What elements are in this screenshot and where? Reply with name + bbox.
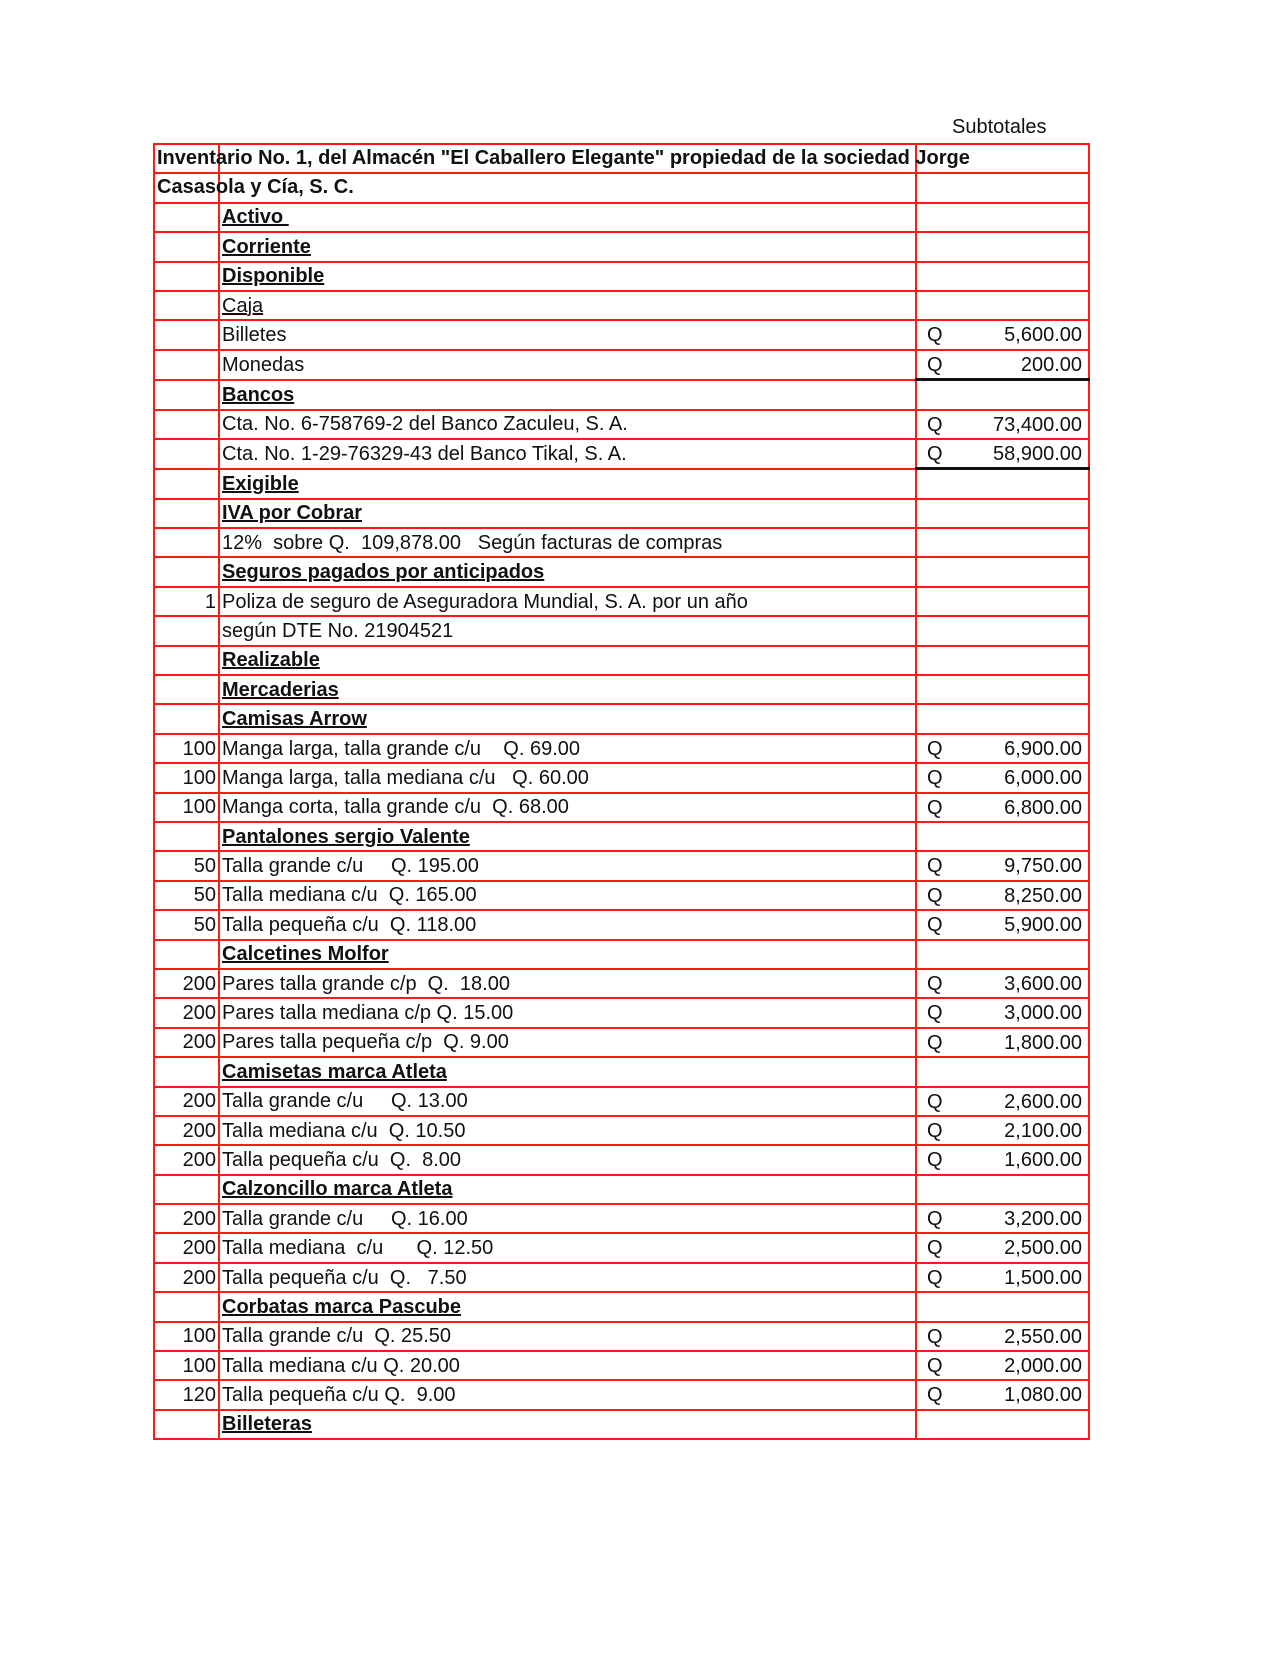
quantity-cell[interactable] xyxy=(154,203,219,232)
subtotal-cell[interactable] xyxy=(916,822,1089,851)
currency-symbol: Q xyxy=(927,1031,943,1054)
quantity-cell[interactable]: 200 xyxy=(154,1145,219,1174)
subtotal-cell[interactable] xyxy=(916,734,1089,763)
section-heading: Disponible xyxy=(222,265,325,288)
subtotal-cell[interactable] xyxy=(916,232,1089,261)
subtotal-amount: 3,600.00 xyxy=(1004,972,1082,995)
table-row xyxy=(154,704,1089,733)
description-cell[interactable] xyxy=(219,851,916,880)
quantity-cell[interactable] xyxy=(154,320,219,349)
description-cell[interactable] xyxy=(219,675,916,704)
table-row xyxy=(154,1057,1089,1086)
description-cell[interactable] xyxy=(219,1292,916,1321)
section-heading: Corriente xyxy=(222,235,311,258)
section-heading: IVA por Cobrar xyxy=(222,502,363,525)
table-row xyxy=(154,587,1089,616)
description-text: Billetes xyxy=(222,324,287,347)
description-cell[interactable] xyxy=(219,910,916,939)
description-text: Talla mediana c/u Q. 20.00 xyxy=(222,1354,460,1377)
subtotal-cell[interactable] xyxy=(916,291,1089,320)
quantity-cell[interactable]: 200 xyxy=(154,969,219,998)
subtotal-amount: 2,100.00 xyxy=(1004,1119,1082,1142)
inventory-title-line-2: Casasola y Cía, S. C. xyxy=(157,176,354,199)
currency-symbol: Q xyxy=(927,413,943,436)
title-cell-amount[interactable] xyxy=(916,173,1089,202)
table-row xyxy=(154,675,1089,704)
description-cell[interactable] xyxy=(219,1351,916,1380)
table-row xyxy=(154,203,1089,232)
quantity-cell[interactable] xyxy=(154,704,219,733)
quantity-cell[interactable] xyxy=(154,439,219,469)
table-row xyxy=(154,439,1089,469)
description-cell[interactable] xyxy=(219,350,916,380)
table-row xyxy=(154,969,1089,998)
description-text: Cta. No. 1-29-76329-43 del Banco Tikal, S. A. xyxy=(222,442,627,465)
quantity-cell[interactable] xyxy=(154,1410,219,1439)
subtotal-cell[interactable] xyxy=(916,262,1089,291)
subtotal-amount: 1,800.00 xyxy=(1004,1031,1082,1054)
subtotal-cell[interactable] xyxy=(916,1057,1089,1086)
description-cell[interactable] xyxy=(219,1116,916,1145)
table-row xyxy=(154,881,1089,910)
table-row xyxy=(154,763,1089,792)
subtotal-cell[interactable] xyxy=(916,1175,1089,1204)
description-cell[interactable] xyxy=(219,499,916,528)
quantity-cell[interactable] xyxy=(154,232,219,261)
description-text: Cta. No. 6-758769-2 del Banco Zaculeu, S. A. xyxy=(222,413,628,436)
currency-symbol: Q xyxy=(927,1266,943,1289)
description-cell[interactable] xyxy=(219,410,916,439)
currency-symbol: Q xyxy=(927,884,943,907)
table-row xyxy=(154,910,1089,939)
section-heading: Corbatas marca Pascube xyxy=(222,1295,462,1318)
currency-symbol: Q xyxy=(927,855,943,878)
table-row xyxy=(154,232,1089,261)
description-cell[interactable] xyxy=(219,734,916,763)
currency-symbol: Q xyxy=(927,1208,943,1231)
subtotal-amount: 9,750.00 xyxy=(1004,855,1082,878)
description-text: Talla pequeña c/u Q. 7.50 xyxy=(222,1266,467,1289)
subtotal-cell[interactable] xyxy=(916,998,1089,1027)
quantity-cell[interactable] xyxy=(154,557,219,586)
subtotal-cell[interactable] xyxy=(916,763,1089,792)
subtotal-amount: 2,550.00 xyxy=(1004,1325,1082,1348)
table-row xyxy=(154,1351,1089,1380)
currency-symbol: Q xyxy=(927,1384,943,1407)
subtotal-cell[interactable] xyxy=(916,1322,1089,1351)
table-row xyxy=(154,1175,1089,1204)
quantity-cell[interactable] xyxy=(154,528,219,557)
description-cell[interactable] xyxy=(219,232,916,261)
table-row xyxy=(154,528,1089,557)
table-row xyxy=(154,998,1089,1027)
table-row xyxy=(154,616,1089,645)
quantity-cell[interactable]: 100 xyxy=(154,763,219,792)
subtotal-amount: 3,000.00 xyxy=(1004,1002,1082,1025)
quantity-cell[interactable]: 200 xyxy=(154,998,219,1027)
description-cell[interactable] xyxy=(219,763,916,792)
section-heading: Mercaderias xyxy=(222,678,339,701)
table-row xyxy=(154,320,1089,349)
subtotal-cell[interactable] xyxy=(916,499,1089,528)
quantity-cell[interactable]: 100 xyxy=(154,1322,219,1351)
table-row xyxy=(154,1233,1089,1262)
title-cell-qty[interactable] xyxy=(154,144,970,173)
currency-symbol: Q xyxy=(927,914,943,937)
table-row xyxy=(154,734,1089,763)
subtotal-cell[interactable] xyxy=(916,881,1089,910)
table-row xyxy=(154,1116,1089,1145)
subtotal-amount: 1,500.00 xyxy=(1004,1266,1082,1289)
description-cell[interactable] xyxy=(219,1410,916,1439)
subtotal-cell[interactable] xyxy=(916,1087,1089,1116)
description-text: Monedas xyxy=(222,353,305,376)
section-heading: Activo xyxy=(222,206,289,229)
table-row xyxy=(154,350,1089,380)
subtotal-cell[interactable] xyxy=(916,320,1089,349)
description-text: Caja xyxy=(222,294,264,317)
subtotal-cell[interactable] xyxy=(916,1292,1089,1321)
table-row xyxy=(154,262,1089,291)
description-cell[interactable] xyxy=(219,1380,916,1409)
subtotal-cell[interactable] xyxy=(916,350,1089,380)
description-text: Pares talla mediana c/p Q. 15.00 xyxy=(222,1002,514,1025)
quantity-cell[interactable]: 200 xyxy=(154,1233,219,1262)
subtotal-cell[interactable] xyxy=(916,675,1089,704)
subtotal-cell[interactable] xyxy=(916,851,1089,880)
description-cell[interactable] xyxy=(219,1322,916,1351)
subtotal-cell[interactable] xyxy=(916,1116,1089,1145)
description-text: Pares talla grande c/p Q. 18.00 xyxy=(222,972,510,995)
quantity-cell[interactable]: 200 xyxy=(154,1028,219,1057)
table-row xyxy=(154,410,1089,439)
description-cell[interactable] xyxy=(219,793,916,822)
subtotal-cell[interactable] xyxy=(916,469,1089,499)
description-text: según DTE No. 21904521 xyxy=(222,619,454,642)
description-cell[interactable] xyxy=(219,1233,916,1262)
quantity-cell[interactable]: 100 xyxy=(154,734,219,763)
quantity-cell[interactable]: 120 xyxy=(154,1380,219,1409)
table-row xyxy=(154,469,1089,499)
description-cell[interactable] xyxy=(219,557,916,586)
subtotal-amount: 2,500.00 xyxy=(1004,1237,1082,1260)
quantity-cell[interactable] xyxy=(154,1057,219,1086)
subtotal-amount: 5,600.00 xyxy=(1004,324,1082,347)
description-cell[interactable] xyxy=(219,380,916,410)
description-cell[interactable] xyxy=(219,998,916,1027)
inventory-table-body xyxy=(154,144,1089,1439)
description-text: Poliza de seguro de Aseguradora Mundial, S. A. por un año xyxy=(222,590,748,613)
description-cell[interactable] xyxy=(219,320,916,349)
table-row xyxy=(154,1204,1089,1233)
currency-symbol: Q xyxy=(927,1090,943,1113)
description-cell[interactable] xyxy=(219,822,916,851)
subtotal-cell[interactable] xyxy=(916,969,1089,998)
table-row xyxy=(154,1263,1089,1292)
subtotal-cell[interactable] xyxy=(916,1410,1089,1439)
description-cell[interactable] xyxy=(219,704,916,733)
section-heading: Calzoncillo marca Atleta xyxy=(222,1178,453,1201)
description-cell[interactable] xyxy=(219,940,916,969)
table-row xyxy=(154,793,1089,822)
subtotal-amount: 5,900.00 xyxy=(1004,914,1082,937)
quantity-cell[interactable]: 200 xyxy=(154,1263,219,1292)
subtotal-amount: 6,000.00 xyxy=(1004,767,1082,790)
description-cell[interactable] xyxy=(219,1204,916,1233)
currency-symbol: Q xyxy=(927,1355,943,1378)
description-cell[interactable] xyxy=(219,1263,916,1292)
currency-symbol: Q xyxy=(927,972,943,995)
subtotal-amount: 73,400.00 xyxy=(993,413,1082,436)
quantity-cell[interactable]: 200 xyxy=(154,1116,219,1145)
table-row xyxy=(154,1322,1089,1351)
section-heading: Bancos xyxy=(222,383,295,406)
description-cell[interactable] xyxy=(219,646,916,675)
currency-symbol: Q xyxy=(927,353,943,376)
subtotal-cell[interactable] xyxy=(916,557,1089,586)
subtotales-column-label: Subtotales xyxy=(952,116,1047,138)
table-row xyxy=(154,499,1089,528)
subtotal-cell[interactable] xyxy=(916,587,1089,616)
description-text: 12% sobre Q. 109,878.00 Según facturas de compras xyxy=(222,531,723,554)
subtotal-cell[interactable] xyxy=(916,1028,1089,1057)
description-cell[interactable] xyxy=(219,291,916,320)
currency-symbol: Q xyxy=(927,442,943,465)
description-cell[interactable] xyxy=(219,203,916,232)
title-row-2 xyxy=(154,173,1089,202)
description-cell[interactable] xyxy=(219,1028,916,1057)
currency-symbol: Q xyxy=(927,1325,943,1348)
quantity-cell[interactable] xyxy=(154,499,219,528)
description-text: Talla pequeña c/u Q. 9.00 xyxy=(222,1384,456,1407)
table-row xyxy=(154,557,1089,586)
subtotal-cell[interactable] xyxy=(916,1204,1089,1233)
description-cell[interactable] xyxy=(219,881,916,910)
description-cell[interactable] xyxy=(219,969,916,998)
subtotal-cell[interactable] xyxy=(916,646,1089,675)
description-text: Manga larga, talla grande c/u Q. 69.00 xyxy=(222,737,580,760)
quantity-cell[interactable]: 1 xyxy=(154,587,219,616)
subtotal-cell[interactable] xyxy=(916,528,1089,557)
subtotal-amount: 1,080.00 xyxy=(1004,1384,1082,1407)
title-row-1 xyxy=(154,144,1089,173)
currency-symbol: Q xyxy=(927,796,943,819)
description-text: Talla grande c/u Q. 16.00 xyxy=(222,1207,468,1230)
title-cell-qty[interactable] xyxy=(154,173,354,202)
description-cell[interactable] xyxy=(219,469,916,499)
quantity-cell[interactable] xyxy=(154,646,219,675)
subtotal-cell[interactable] xyxy=(916,940,1089,969)
subtotal-cell[interactable] xyxy=(916,1233,1089,1262)
description-cell[interactable] xyxy=(219,1175,916,1204)
subtotal-cell[interactable] xyxy=(916,1380,1089,1409)
currency-symbol: Q xyxy=(927,767,943,790)
quantity-cell[interactable]: 50 xyxy=(154,881,219,910)
table-row xyxy=(154,851,1089,880)
section-heading: Camisas Arrow xyxy=(222,708,367,731)
subtotal-cell[interactable] xyxy=(916,439,1089,469)
description-text: Talla mediana c/u Q. 12.50 xyxy=(222,1237,494,1260)
subtotal-amount: 200.00 xyxy=(1020,353,1082,376)
table-row xyxy=(154,1410,1089,1439)
description-text: Manga larga, talla mediana c/u Q. 60.00 xyxy=(222,766,589,789)
description-cell[interactable] xyxy=(219,1145,916,1174)
currency-symbol: Q xyxy=(927,1002,943,1025)
subtotal-amount: 6,800.00 xyxy=(1004,796,1082,819)
currency-symbol: Q xyxy=(927,1149,943,1172)
currency-symbol: Q xyxy=(927,324,943,347)
quantity-cell[interactable]: 50 xyxy=(154,910,219,939)
quantity-cell[interactable]: 200 xyxy=(154,1087,219,1116)
description-text: Talla grande c/u Q. 13.00 xyxy=(222,1090,468,1113)
quantity-cell[interactable] xyxy=(154,380,219,410)
description-text: Talla grande c/u Q. 195.00 xyxy=(222,855,479,878)
subtotal-cell[interactable] xyxy=(916,1351,1089,1380)
quantity-cell[interactable] xyxy=(154,1175,219,1204)
table-row xyxy=(154,822,1089,851)
subtotal-cell[interactable] xyxy=(916,704,1089,733)
quantity-cell[interactable]: 200 xyxy=(154,1204,219,1233)
description-text: Talla pequeña c/u Q. 118.00 xyxy=(222,913,477,936)
table-row xyxy=(154,1087,1089,1116)
quantity-cell[interactable] xyxy=(154,350,219,380)
subtotal-amount: 58,900.00 xyxy=(993,442,1082,465)
subtotal-amount: 2,000.00 xyxy=(1004,1355,1082,1378)
section-heading: Camisetas marca Atleta xyxy=(222,1060,447,1083)
description-cell[interactable] xyxy=(219,1057,916,1086)
subtotal-cell[interactable] xyxy=(916,203,1089,232)
table-row xyxy=(154,1380,1089,1409)
subtotal-cell[interactable] xyxy=(916,1263,1089,1292)
subtotal-cell[interactable] xyxy=(916,380,1089,410)
subtotal-amount: 2,600.00 xyxy=(1004,1090,1082,1113)
table-row xyxy=(154,380,1089,410)
description-text: Manga corta, talla grande c/u Q. 68.00 xyxy=(222,796,569,819)
quantity-cell[interactable] xyxy=(154,410,219,439)
section-heading: Realizable xyxy=(222,649,320,672)
subtotal-cell[interactable] xyxy=(916,410,1089,439)
subtotal-cell[interactable] xyxy=(916,616,1089,645)
quantity-cell[interactable] xyxy=(154,940,219,969)
inventory-table xyxy=(153,143,1090,1440)
quantity-cell[interactable] xyxy=(154,675,219,704)
section-heading: Calcetines Molfor xyxy=(222,943,389,966)
description-cell[interactable] xyxy=(219,439,916,469)
section-heading: Pantalones sergio Valente xyxy=(222,825,470,848)
table-row xyxy=(154,940,1089,969)
quantity-cell[interactable] xyxy=(154,822,219,851)
table-row xyxy=(154,1292,1089,1321)
inventory-title-line-1: Inventario No. 1, del Almacén "El Caballero Elegante" propiedad de la sociedad Jorge xyxy=(157,147,970,169)
section-heading: Seguros pagados por anticipados xyxy=(222,561,545,584)
subtotal-amount: 6,900.00 xyxy=(1004,737,1082,760)
section-heading: Billeteras xyxy=(222,1413,313,1436)
quantity-cell[interactable]: 100 xyxy=(154,793,219,822)
subtotal-amount: 3,200.00 xyxy=(1004,1208,1082,1231)
quantity-cell[interactable] xyxy=(154,616,219,645)
table-row xyxy=(154,1145,1089,1174)
currency-symbol: Q xyxy=(927,1237,943,1260)
description-text: Talla mediana c/u Q. 165.00 xyxy=(222,884,477,907)
subtotal-cell[interactable] xyxy=(916,793,1089,822)
table-row xyxy=(154,1028,1089,1057)
currency-symbol: Q xyxy=(927,737,943,760)
section-heading: Exigible xyxy=(222,472,299,495)
quantity-cell[interactable] xyxy=(154,262,219,291)
currency-symbol: Q xyxy=(927,1119,943,1142)
description-text: Talla grande c/u Q. 25.50 xyxy=(222,1325,452,1348)
subtotal-cell[interactable] xyxy=(916,910,1089,939)
quantity-cell[interactable]: 50 xyxy=(154,851,219,880)
quantity-cell[interactable] xyxy=(154,291,219,320)
subtotal-amount: 1,600.00 xyxy=(1004,1149,1082,1172)
description-cell[interactable] xyxy=(219,1087,916,1116)
description-text: Talla pequeña c/u Q. 8.00 xyxy=(222,1148,462,1171)
description-text: Pares talla pequeña c/p Q. 9.00 xyxy=(222,1031,509,1054)
quantity-cell[interactable]: 100 xyxy=(154,1351,219,1380)
description-cell[interactable] xyxy=(219,616,916,645)
description-cell[interactable] xyxy=(219,528,916,557)
quantity-cell[interactable] xyxy=(154,1292,219,1321)
table-row xyxy=(154,291,1089,320)
quantity-cell[interactable] xyxy=(154,469,219,499)
description-cell[interactable] xyxy=(219,587,916,616)
table-row xyxy=(154,646,1089,675)
description-cell[interactable] xyxy=(219,262,916,291)
subtotal-cell[interactable] xyxy=(916,1145,1089,1174)
description-text: Talla mediana c/u Q. 10.50 xyxy=(222,1119,466,1142)
subtotal-amount: 8,250.00 xyxy=(1004,884,1082,907)
